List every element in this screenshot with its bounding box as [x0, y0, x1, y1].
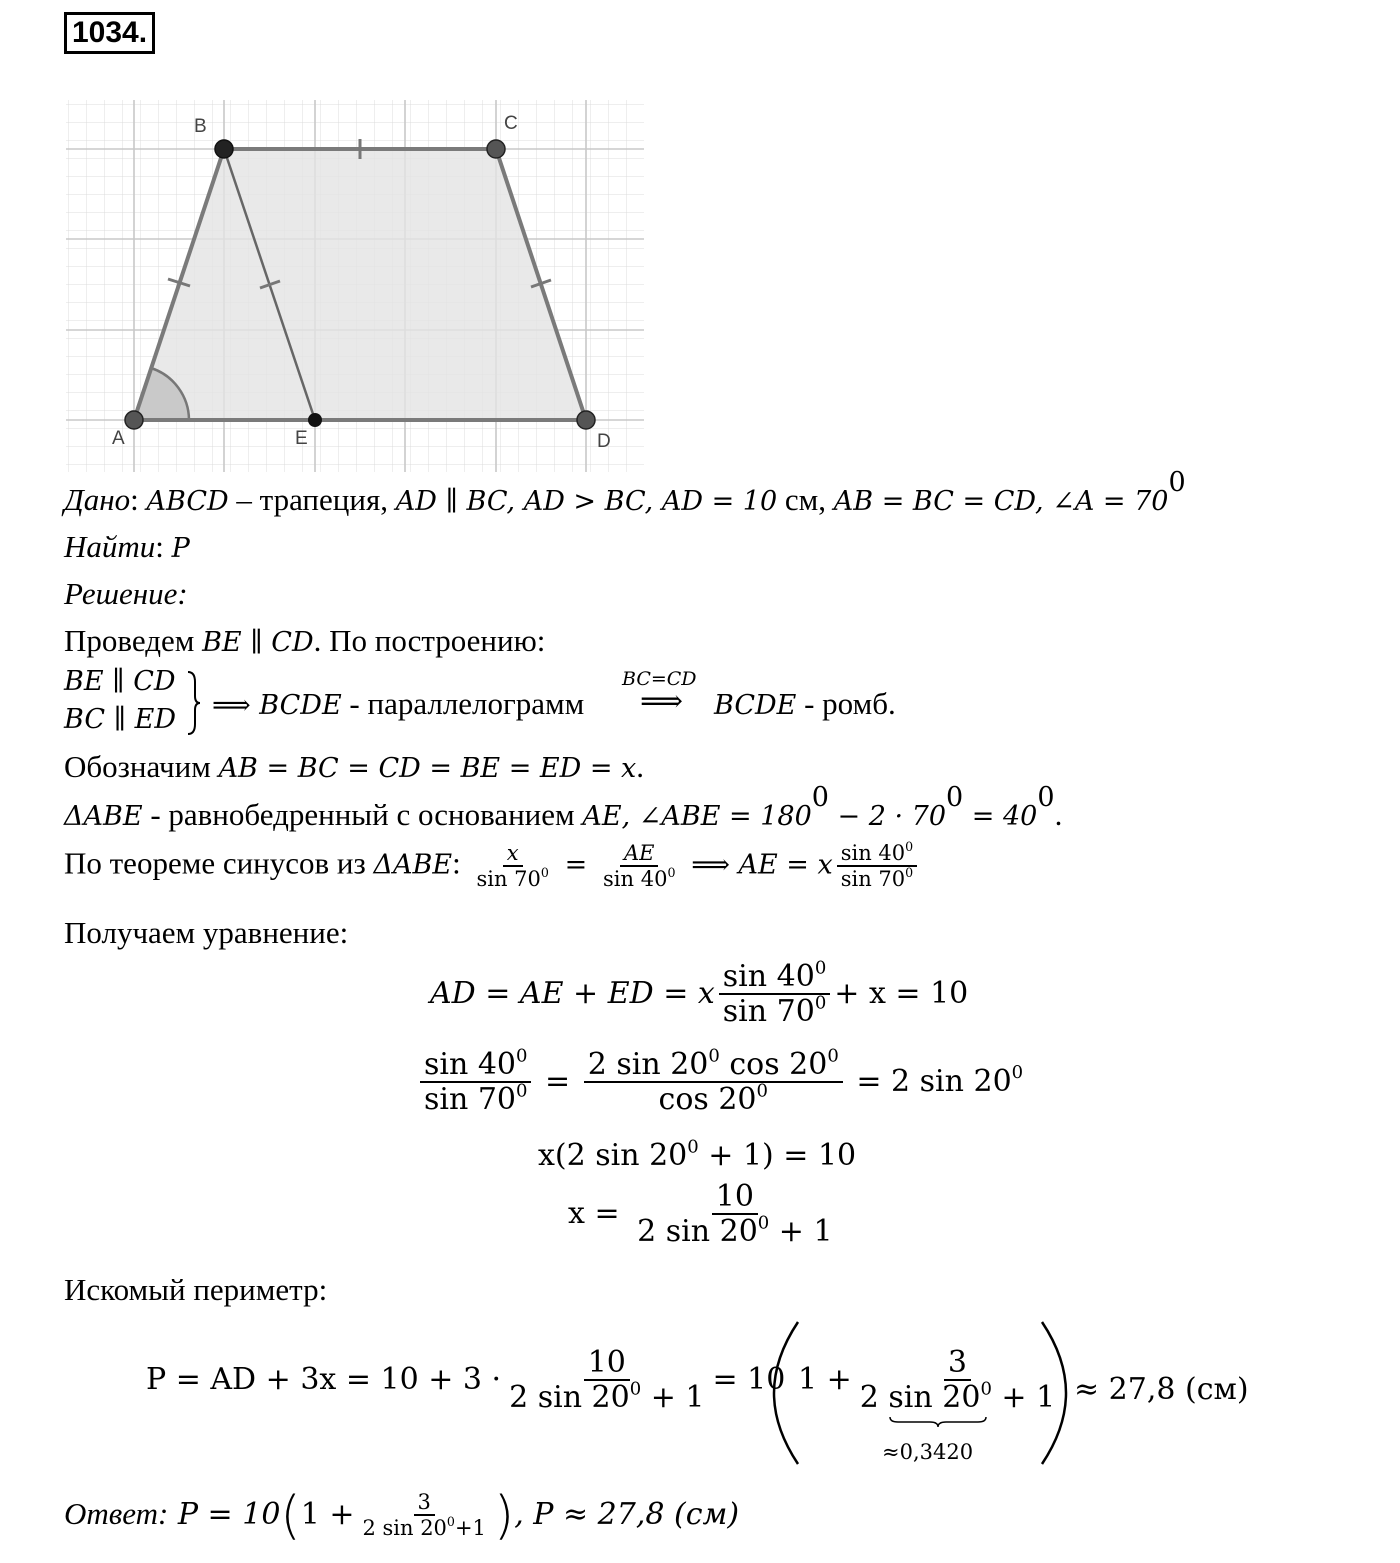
eq4-a: x =	[568, 1195, 620, 1231]
eq2-n2: 2 sin 20	[587, 1047, 709, 1082]
answer-c: 1 +	[300, 1497, 355, 1532]
problem-number: 1034.	[64, 12, 155, 54]
given-label: Дано	[64, 482, 131, 517]
point-b	[215, 140, 233, 158]
construction-line	[64, 621, 545, 663]
condition-above-arrow: BC=CD	[622, 668, 697, 690]
f2-den: sin 40	[603, 867, 668, 892]
eq5-b: = 10	[712, 1361, 786, 1397]
system-conclusion	[212, 684, 584, 726]
label-e: E	[295, 428, 308, 449]
eq5-fraction-1: $\frac{10}{2 \sin 20^0 + 1}$	[509, 1345, 705, 1415]
underbrace-icon	[888, 1415, 988, 1429]
answer-result: , P ≈ 27,8 (см)	[514, 1497, 740, 1532]
eq3-b: + 1) = 10	[698, 1138, 857, 1173]
trapezoid-figure	[60, 96, 650, 476]
parallelogram-text: - параллелограмм	[341, 686, 585, 721]
perimeter-result: ≈ 27,8 (см)	[1074, 1372, 1249, 1407]
eq2-fraction-2: $\frac{2 \sin 20^0 \cos 20^0}{\cos 20^0}$	[584, 1048, 843, 1118]
eq3-a: x(2 sin 20	[538, 1138, 688, 1173]
equation-ratio: $\frac{\sin 40^0}{\sin 70^0}$ = $\frac{2 \sin 20^0 \cos 20^0}{\cos 20^0}$ = 2 $\sin 20^0$	[416, 1048, 1023, 1118]
l3-c: AE, ∠ABE = 180	[582, 801, 812, 832]
system-row-1: BE ∥ CD	[64, 666, 176, 697]
approx-value: ≈0,3420	[882, 1440, 974, 1464]
impl-bcde: ⟹ BCDE	[212, 690, 342, 721]
eq2-d2: cos 20	[658, 1082, 757, 1117]
eq5-den2: + 1	[641, 1380, 705, 1415]
eq4-fraction: $\frac{10}{2 \sin 20^0 + 1}$	[637, 1179, 833, 1249]
l1-a: Проведем	[64, 623, 203, 658]
l3-f: .	[1054, 797, 1063, 832]
l3-b: - равнобедренный с основанием	[142, 797, 583, 832]
eq2-result: = 2 sin 20	[856, 1063, 1012, 1099]
eq1-a: AD = AE + ED = x	[430, 975, 715, 1011]
eq5-fraction-2: 3 2 $\sin 20^0$ + 1	[856, 1346, 1059, 1416]
l4-a: По теореме синусов из	[64, 845, 374, 881]
point-e	[308, 413, 322, 427]
notation-line	[64, 747, 644, 789]
l4-b: ΔABE	[373, 849, 453, 881]
find-label: Найти	[64, 529, 156, 564]
find-value: P	[171, 533, 190, 564]
solution-label: Решение	[64, 576, 178, 611]
eq5-a: P = AD + 3x = 10 + 3 ·	[146, 1361, 502, 1397]
implies-arrow: ⟹	[640, 684, 684, 719]
equation-intro: Получаем уравнение:	[64, 915, 349, 950]
l1-b: BE ∥ CD	[202, 627, 314, 658]
eq1-fraction: $\frac{\sin 40^0}{\sin 70^0}$	[719, 960, 830, 1030]
perimeter-intro: Искомый периметр:	[64, 1272, 328, 1307]
eq2-n1: sin 40	[424, 1047, 517, 1082]
l4-impl: ⟹ AE = x	[691, 849, 833, 881]
given-deg: 0	[1168, 467, 1186, 499]
label-c: C	[504, 113, 518, 134]
eq4-den: 2 sin 20	[637, 1214, 758, 1249]
f2-num: AE	[620, 842, 659, 867]
f1-den: sin 70	[476, 867, 541, 892]
rhombus-text	[714, 684, 896, 726]
l3-e: = 40	[963, 801, 1038, 832]
eq5-num: 10	[584, 1346, 630, 1381]
f3-den: sin 70	[840, 867, 906, 892]
fraction-sin40-sin70: $\frac{\sin 40^0}{\sin 70^0}$	[837, 842, 917, 891]
l3-a: ΔABE	[64, 801, 143, 832]
l2-a: Обозначим	[64, 749, 219, 784]
f1-num: x	[503, 842, 523, 867]
f3-num: sin 40	[840, 841, 906, 865]
label-b: B	[194, 116, 207, 137]
label-d: D	[597, 431, 611, 452]
eq5-d3c: + 1	[991, 1380, 1056, 1415]
given-cm: см,	[777, 482, 834, 517]
eq4-den2: + 1	[769, 1214, 833, 1249]
equation-x-factor: x(2 $\sin 20^0 + 1) = 10$	[538, 1136, 857, 1173]
l2-c: .	[636, 749, 645, 784]
l4-c: :	[452, 845, 461, 881]
fraction-ae-sin40: $\frac{AE}{\sin 40^0}$	[603, 841, 676, 892]
equation-x-value	[568, 1180, 841, 1250]
answer-a: P = 10	[168, 1497, 281, 1532]
eq1-num: sin 40	[722, 959, 815, 994]
system-row-2: BC ∥ ED	[64, 704, 176, 735]
equation-perimeter	[146, 1346, 785, 1416]
eq5-c: 1 +	[798, 1361, 852, 1397]
eq1-den: sin 70	[722, 994, 815, 1029]
find-line: Найти: P	[64, 529, 190, 564]
label-a: A	[112, 428, 125, 449]
given-line: Дано: ABCD – трапеция, AD ∥ BC, AD > BC, AD = 10 см, AB = BC = CD, ∠A = $70^0$	[64, 467, 1186, 517]
eq5-num2: 3	[944, 1346, 971, 1381]
isosceles-line: ΔABE - равнобедренный с основанием AE, ∠ABE = $180^0 - 2 \cdot 70^0 = 40^0$.	[64, 782, 1063, 832]
l1-c: . По построению:	[313, 623, 546, 658]
system-block	[64, 666, 204, 742]
right-brace-icon	[186, 670, 202, 736]
answer-line: Ответ: P = 10(1 + $\frac{3}{2 \sin 20^0+1}$ ), P ≈ 27,8 (см)	[64, 1486, 740, 1546]
answer-fraction: $\frac{3}{2 \sin 20^0+1}$	[362, 1490, 486, 1541]
eq5-d3a: 2	[859, 1380, 879, 1415]
eq1-b: + x = 10	[834, 975, 969, 1011]
given-ad: AD ∥ BC, AD > BC, AD = 10	[395, 486, 778, 517]
rhombus-label: - ромб.	[796, 686, 896, 721]
point-c	[487, 140, 505, 158]
eq5-d3b: sin 20	[888, 1380, 981, 1415]
eq2-n2b: cos 20	[719, 1047, 828, 1082]
eq5-inner	[798, 1346, 1063, 1416]
eq4-num: 10	[712, 1180, 758, 1215]
eq2-fraction-1: $\frac{\sin 40^0}{\sin 70^0}$	[420, 1048, 531, 1118]
answer-num: 3	[414, 1491, 435, 1516]
point-d	[577, 411, 595, 429]
eq2-d1: sin 70	[424, 1082, 517, 1117]
given-angle: AB = BC = CD, ∠A = 70	[833, 486, 1169, 517]
right-big-paren-icon	[1038, 1318, 1068, 1468]
answer-den: 2 sin 20	[362, 1516, 447, 1541]
answer-den2: +1	[454, 1516, 486, 1541]
rhombus-bcde: BCDE	[714, 690, 797, 721]
equation-ad	[430, 957, 969, 1030]
answer-label: Ответ:	[64, 1496, 169, 1531]
l2-b: AB = BC = CD = BE = ED = x	[218, 753, 637, 784]
fraction-x-sin70: $\frac{x}{\sin 70^0}$	[476, 841, 549, 892]
sine-law-line: По теореме синусов из ΔABE: $\frac{x}{\sin 70^0}$ = $\frac{AE}{\sin 40^0}$ ⟹ AE = x $\frac{\sin 40^0}{\sin 70^0}$	[64, 842, 921, 891]
solution-line: Решение:	[64, 576, 188, 611]
point-a	[125, 411, 143, 429]
l3-d: − 2 · 70	[828, 801, 947, 832]
eq5-den: 2 sin 20	[509, 1380, 630, 1415]
given-abcd: ABCD	[146, 486, 229, 517]
given-trap: – трапеция,	[228, 482, 396, 517]
